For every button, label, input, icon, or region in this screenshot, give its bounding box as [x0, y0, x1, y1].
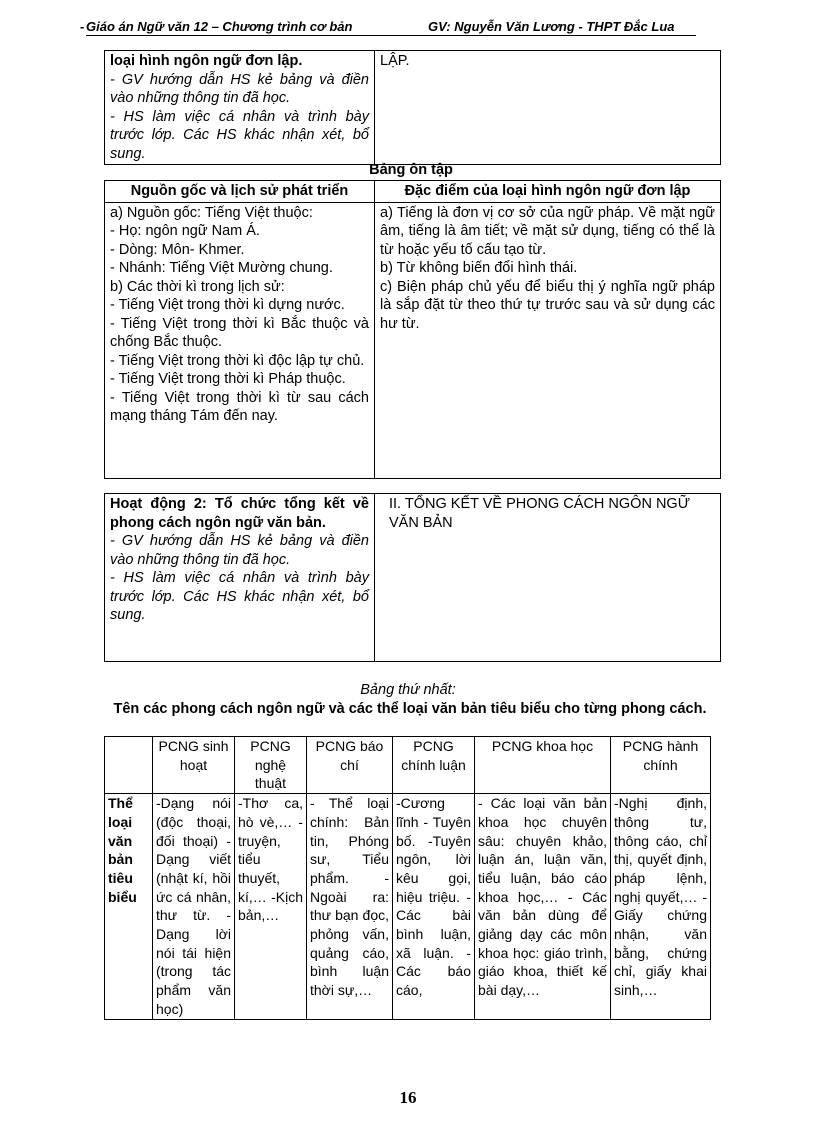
header-left: Giáo án Ngữ văn 12 – Chương trình cơ bản	[86, 19, 353, 34]
review-origin-line: - Tiếng Việt trong thời kì Pháp thuộc.	[110, 371, 346, 387]
styles-cell-chinh-luan: -Cương lĩnh - Tuyên bố. -Tuyên ngôn, lời kêu gọi, hiệu triệu. -Các bài bình luận, xã luận. -Các báo cáo,	[393, 794, 475, 1019]
styles-header-sinh-hoat: PCNG sinh hoạt	[153, 737, 235, 794]
activity2-left-cell	[105, 494, 375, 662]
review-table	[104, 180, 721, 479]
review-feature-line: a) Tiếng là đơn vị cơ sở của ngữ pháp. Về mặt ngữ âm, tiếng là âm tiết; về mặt sử dụng, tiếng có thể là từ hoặc yếu tố cấu tạo từ.	[380, 204, 715, 258]
review-header-features: Đặc điểm của loại hình ngôn ngữ đơn lập	[375, 181, 721, 203]
review-origin-cell	[105, 202, 375, 478]
styles-cell-hanh-chinh: -Nghị định, thông tư, thông cáo, chỉ thị, quyết định, pháp lệnh, nghị quyết,… -Giấy chứng nhận, văn bằng, chứng chỉ, giấy khai sinh,…	[611, 794, 711, 1019]
activity2-table	[104, 493, 721, 662]
styles-cell-sinh-hoat: -Dạng nói (độc thoại, đối thoại) -Dạng viết (nhật kí, hồi ức cá nhân, thư từ. -Dạng lời nói tái hiện (trong tác phẩm văn học)	[153, 794, 235, 1019]
review-origin-line: - Nhánh: Tiếng Việt Mường chung.	[110, 260, 333, 276]
activity1-right-text: LẬP.	[380, 53, 410, 69]
styles-header-bao-chi: PCNG báo chí	[307, 737, 393, 794]
review-features-cell	[375, 202, 721, 478]
table3-title: Tên các phong cách ngôn ngữ và các thể loại văn bản tiêu biểu cho từng phong cách.	[113, 701, 707, 717]
review-title: Bảng ôn tập	[369, 162, 453, 178]
styles-header-chinh-luan: PCNG chính luận	[393, 737, 475, 794]
page-header	[80, 19, 696, 36]
review-origin-line: b) Các thời kì trong lịch sử:	[110, 278, 285, 295]
activity1-right-cell	[375, 51, 721, 165]
review-origin-line: - Tiếng Việt trong thời kì Bắc thuộc và chống Bắc thuộc.	[110, 315, 369, 350]
activity2-right-cell	[375, 494, 721, 662]
review-origin-line: - Tiếng Việt trong thời kì dựng nước.	[110, 297, 345, 313]
activity1-line: - HS làm việc cá nhân và trình bày trước lớp. Các HS khác nhận xét, bổ sung.	[110, 108, 369, 162]
activity1-left-cell	[105, 51, 375, 165]
review-origin-line: - Dòng: Môn- Khmer.	[110, 241, 245, 258]
activity1-title: loại hình ngôn ngữ đơn lập.	[110, 53, 303, 69]
review-origin-line: - Tiếng Việt trong thời kì độc lập tự chủ.	[110, 352, 365, 369]
styles-cell-khoa-hoc: - Các loại văn bản khoa học chuyên sâu: chuyên khảo, luận án, luận văn, tiểu luận, báo cáo khoa học,… - Các văn bản dùng để giảng dạy các môn khoa học: giáo trình, giáo khoa, thiết kế bài dạy,…	[475, 794, 611, 1019]
header-dash: -	[80, 19, 85, 34]
styles-row-label: Thể loại văn bản tiêu biểu	[105, 794, 153, 1019]
styles-header-hanh-chinh: PCNG hành chính	[611, 737, 711, 794]
styles-header-nghe-thuat: PCNG nghệ thuật	[235, 737, 307, 794]
activity1-table	[104, 50, 721, 165]
header-right: GV: Nguyễn Văn Lương - THPT Đắc Lua	[428, 19, 675, 34]
activity2-right-text: II. TỔNG KẾT VỀ PHONG CÁCH NGÔN NGỮ VĂN BẢN	[389, 496, 691, 531]
activity2-title: Hoạt động 2: Tổ chức tổng kết về phong cách ngôn ngữ văn bản.	[110, 496, 369, 531]
activity2-line: - GV hướng dẫn HS kẻ bảng và điền vào những thông tin đã học.	[110, 533, 369, 568]
styles-cell-bao-chi: - Thể loại chính: Bản tin, Phóng sư, Tiểu phẩm. - Ngoài ra: thư bạn đọc, phỏng vấn, quảng cáo, bình luận thời sự,…	[307, 794, 393, 1019]
styles-header-khoa-hoc: PCNG khoa học	[475, 737, 611, 794]
table3-subtitle: Bảng thứ nhất:	[360, 682, 456, 698]
review-feature-line: b) Từ không biến đổi hình thái.	[380, 260, 578, 276]
review-origin-line: a) Nguồn gốc: Tiếng Việt thuộc:	[110, 204, 313, 221]
page-number: 16	[399, 1088, 417, 1107]
styles-header-empty	[105, 737, 153, 794]
activity1-line: - GV hướng dẫn HS kẻ bảng và điền vào những thông tin đã học.	[110, 71, 369, 106]
review-origin-line: - Họ: ngôn ngữ Nam Á.	[110, 223, 260, 239]
review-header-origin: Nguồn gốc và lịch sử phát triển	[105, 181, 375, 203]
activity2-line: - HS làm việc cá nhân và trình bày trước lớp. Các HS khác nhận xét, bổ sung.	[110, 570, 369, 623]
styles-table	[104, 736, 711, 1020]
review-origin-line: - Tiếng Việt trong thời kì từ sau cách mạng tháng Tám đến nay.	[110, 389, 369, 424]
review-feature-line: c) Biện pháp chủ yếu để biểu thị ý nghĩa ngữ pháp là sắp đặt từ theo thứ tự trước sau và sử dụng các hư từ.	[380, 278, 715, 332]
styles-cell-nghe-thuat: -Thơ ca, hò vè,… -truyện, tiểu thuyết, kí,… -Kịch bản,…	[235, 794, 307, 1019]
